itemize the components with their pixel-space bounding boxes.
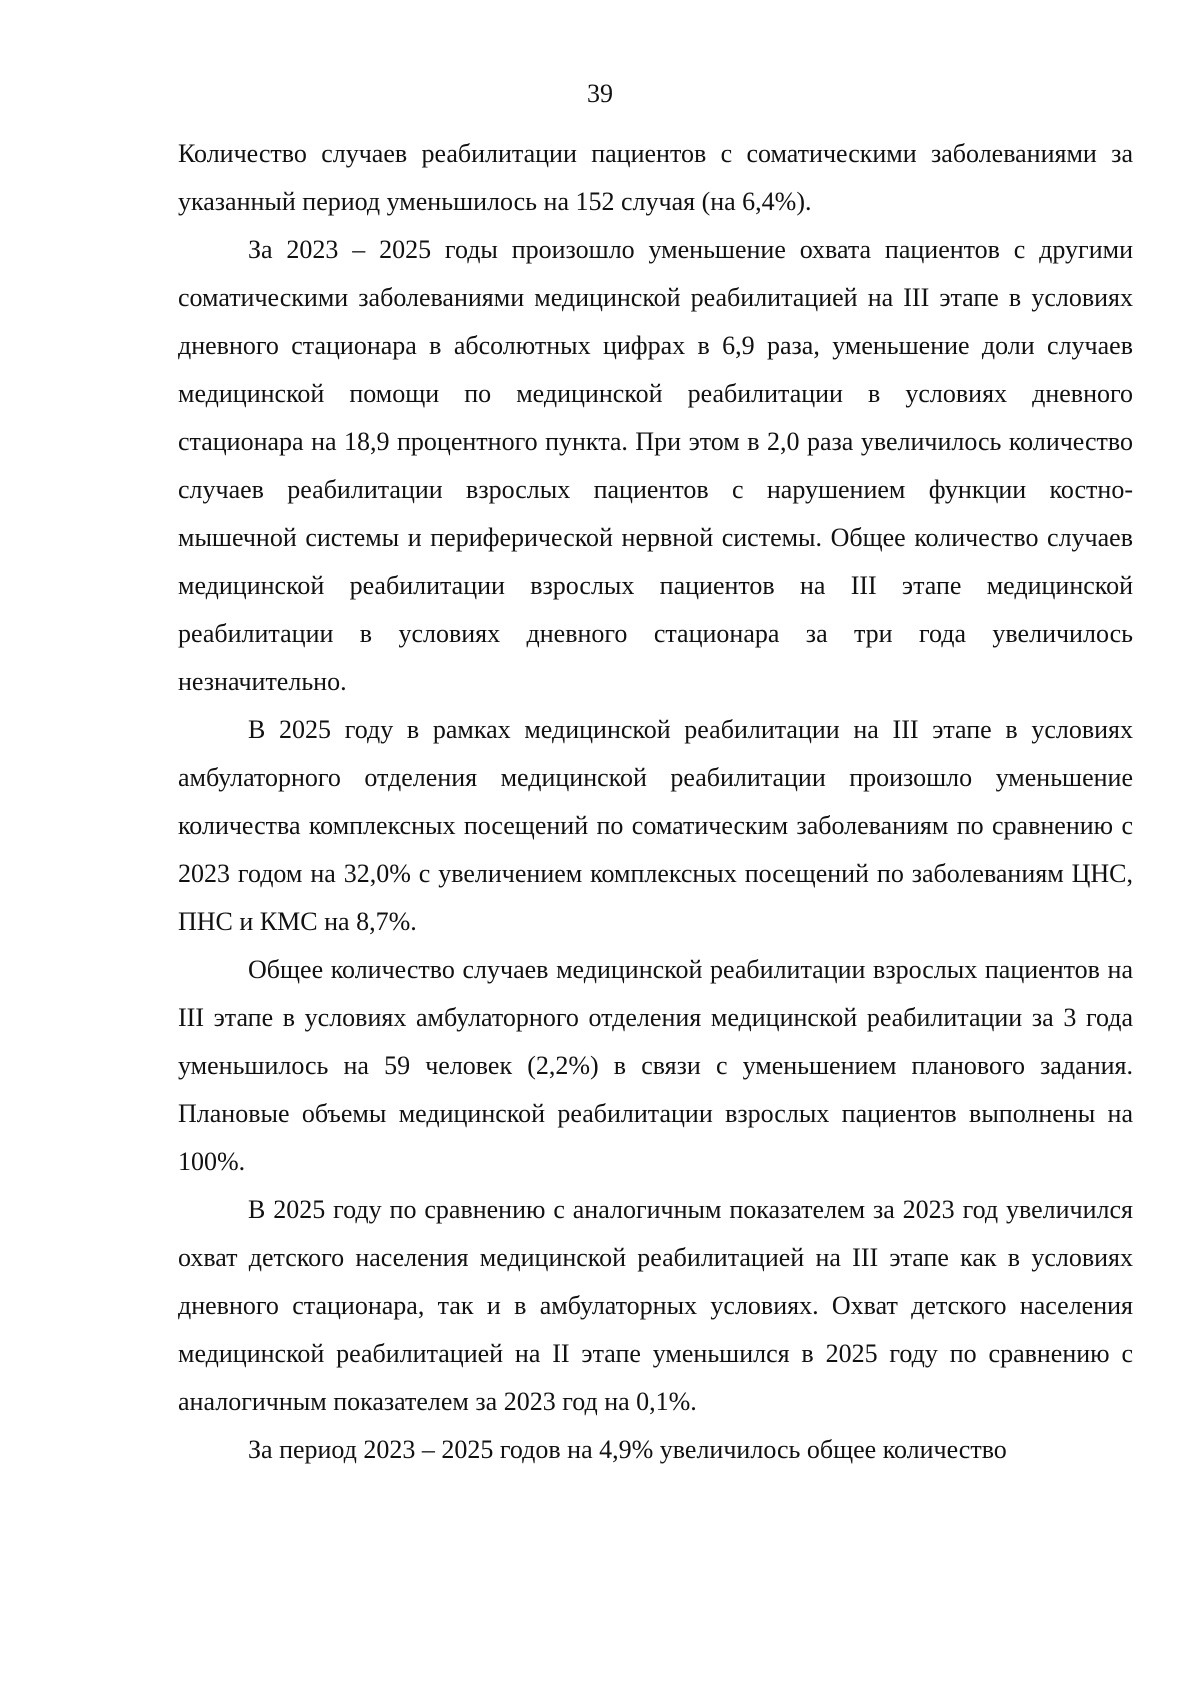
paragraph-period-total-increase: За период 2023 – 2025 годов на 4,9% увеличилось общее количество <box>248 1435 1007 1464</box>
page-number: 39 <box>587 79 613 108</box>
paragraph-outpatient-total-cases: Общее количество случаев медицинской реабилитации взрослых пациентов на III этапе в условиях амбулаторного отделения медицинской реабилитации за 3 года уменьшилось на 59 человек (2,2%) в связи с уменьшением планового задания. Плановые объемы медицинской реабилитации взрослых пациентов выполнены на 100%. <box>178 955 1133 1176</box>
paragraph-outpatient-visits-2025: В 2025 году в рамках медицинской реабилитации на III этапе в условиях амбулаторного отделения медицинской реабилитации произошло уменьшение количества комплексных посещений по соматическим заболеваниям по сравнению с 2023 годом на 32,0% с увеличением комплексных посещений по заболеваниям ЦНС, ПНС и КМС на 8,7%. <box>178 715 1133 936</box>
paragraph-day-hospital-coverage: За 2023 – 2025 годы произошло уменьшение охвата пациентов с другими соматическими заболеваниями медицинской реабилитацией на III этапе в условиях дневного стационара в абсолютных цифрах в 6,9 раза, уменьшение доли случаев медицинской помощи по медицинской реабилитации в условиях дневного стационара на 18,9 процентного пункта. При этом в 2,0 раза увеличилось количество случаев реабилитации взрослых пациентов с нарушением функции костно-мышечной системы и периферической нервной системы. Общее количество случаев медицинской реабилитации взрослых пациентов на III этапе медицинской реабилитации в условиях дневного стационара за три года увеличилось незначительно. <box>178 235 1133 696</box>
paragraph-somatic-rehab-decrease: Количество случаев реабилитации пациентов с соматическими заболеваниями за указанный период уменьшилось на 152 случая (на 6,4%). <box>178 139 1133 216</box>
paragraph-child-coverage: В 2025 году по сравнению с аналогичным показателем за 2023 год увеличился охват детского населения медицинской реабилитацией на III этапе как в условиях дневного стационара, так и в амбулаторных условиях. Охват детского населения медицинской реабилитацией на II этапе уменьшился в 2025 году по сравнению с аналогичным показателем за 2023 год на 0,1%. <box>178 1195 1133 1416</box>
document-body <box>178 130 1133 1474</box>
